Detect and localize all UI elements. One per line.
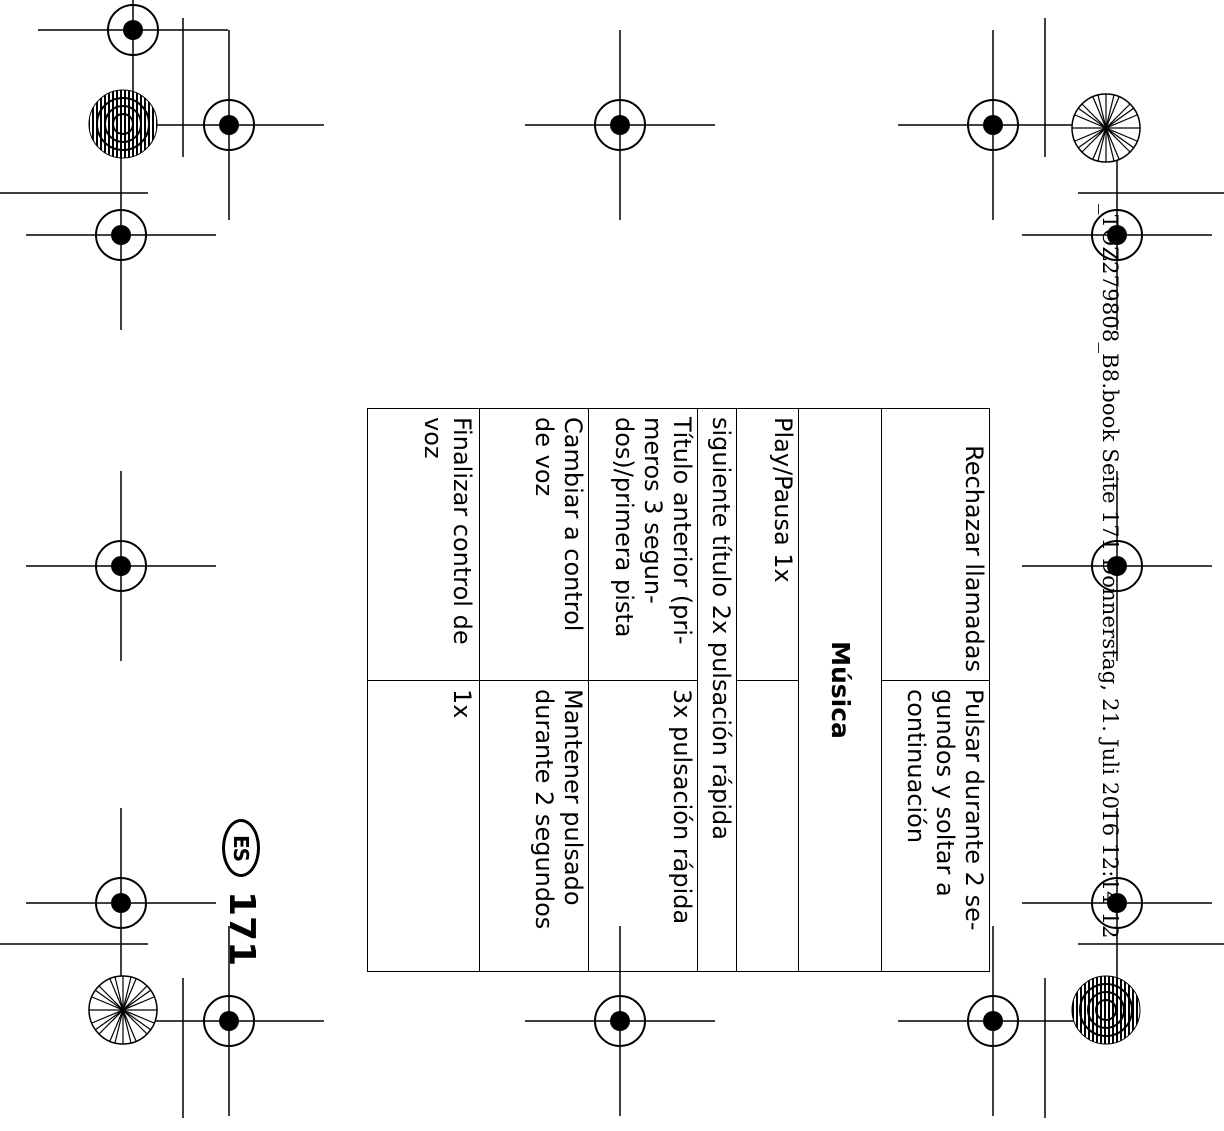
table-row [799,409,882,972]
voice-control-action: Mantener pulsado durante 2 segundos [479,681,588,972]
section-heading-music: Música [799,409,882,972]
reject-calls-label: Rechazar llamadas [881,409,989,681]
controls-table [367,408,990,972]
table-row [588,409,697,972]
table-row [881,409,989,972]
previous-title-label: Título anterior (pri- meros 3 segun- dos)/primera pista [588,409,697,681]
previous-title-action: 3x pulsación rápida [588,681,697,972]
table-row [368,409,480,972]
page-number: 171 [221,891,262,967]
rotated-page [42,136,1122,996]
language-badge: ES [223,819,261,877]
next-title-row: siguiente título 2x pulsación rápida [698,409,736,972]
play-pause-action [736,681,798,972]
reject-calls-action: Pulsar durante 2 se- gundos y soltar a continuación [881,681,989,972]
page-footer [221,819,262,966]
table-row [698,409,736,972]
end-voice-control-label: Finalizar control de voz [368,409,480,681]
end-voice-control-action: 1x [368,681,480,972]
play-pause-label: Play/Pausa 1x [736,409,798,681]
book-slug-line: _TOZ279808_B8.book Seite 171 Donnerstag, 21. Juli 2016 12:14 12 [1098,204,1122,939]
table-row [736,409,798,972]
voice-control-label: Cambiar a control de voz [479,409,588,681]
table-row [479,409,588,972]
